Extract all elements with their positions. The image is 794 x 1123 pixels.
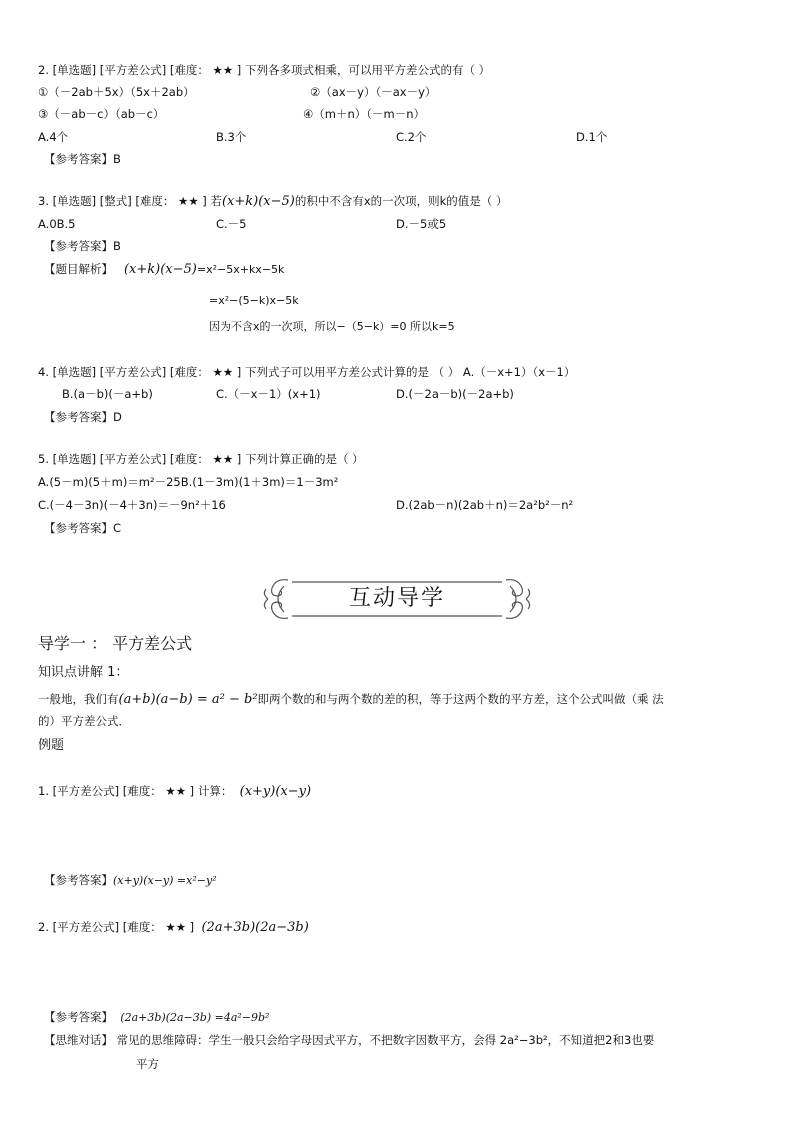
example-1-answer-text: (x+y)(x−y) =x²−y² xyxy=(113,874,217,887)
formula-intro-prefix: 一般地，我们有 xyxy=(38,692,119,706)
example-1-stem xyxy=(38,783,311,800)
difference-of-squares-formula: (a+b)(a−b) = a² − b² xyxy=(118,692,258,707)
example-2-label: 2. [平方差公式] [难度： ★★ ] xyxy=(38,920,195,934)
banner-title: 互动导学 xyxy=(348,586,445,611)
example-1-answer xyxy=(44,872,217,889)
q4-choice-b: B.(a－b)(－a+b) xyxy=(62,387,153,401)
q5-choice-ab: A.(5－m)(5＋m)＝m²－25B.(1－3m)(1＋3m)＝1－3m² xyxy=(38,475,339,489)
q2-option-2: ②（ax－y）（－ax－y） xyxy=(310,85,437,99)
q4-choice-d: D.(－2a－b)(－2a+b) xyxy=(396,387,514,401)
q3-choice-d: D.－5或5 xyxy=(396,217,447,231)
example-2-stem xyxy=(38,919,309,936)
q2-choice-d: D.1个 xyxy=(576,130,608,144)
examples-heading: 例题 xyxy=(38,738,65,753)
formula-intro-suffix: 即两个数的和与两个数的差的积，等于这两个数的平方差，这个公式叫做（乘 法 xyxy=(257,692,664,706)
q2-option-3: ③（－ab－c）（ab－c） xyxy=(38,107,165,121)
q3-analysis-label: 【题目解析】 xyxy=(44,262,113,276)
thinking-dialogue-line-2: 平方 xyxy=(136,1057,159,1071)
q3-answer: 【参考答案】B xyxy=(44,239,121,253)
q2-stem: 2. [单选题] [平方差公式] [难度： ★★ ] 下列各多项式相乘，可以用平方差公式的有（ ） xyxy=(38,63,491,77)
example-1-answer-label: 【参考答案】 xyxy=(44,873,113,887)
q4-answer: 【参考答案】D xyxy=(44,410,122,424)
q3-analysis-step-3: 因为不含x的一次项，所以−（5−k）=0 所以k=5 xyxy=(209,320,455,333)
q2-choice-a: A.4个 xyxy=(38,130,69,144)
example-2-answer xyxy=(44,1009,269,1026)
example-2-answer-text: (2a+3b)(2a−3b) =4a²−9b² xyxy=(120,1011,270,1024)
thinking-dialogue-text: 常见的思维障碍：学生一般只会给字母因式平方，不把数字因数平方，会得 2a²−3b²，不知道把2和3也要 xyxy=(116,1033,655,1047)
thinking-dialogue-label: 【思维对话】 xyxy=(44,1033,113,1047)
q2-choice-c: C.2个 xyxy=(396,130,427,144)
formula-intro-line-2: 的）平方差公式． xyxy=(38,714,130,728)
q3-analysis xyxy=(44,261,284,278)
example-1-label: 1. [平方差公式] [难度： ★★ ] 计算： xyxy=(38,784,233,798)
thinking-dialogue xyxy=(44,1032,654,1048)
knowledge-point-title: 知识点讲解 1： xyxy=(38,665,129,680)
q5-answer: 【参考答案】C xyxy=(44,521,122,535)
q3-analysis-step-1: =x²−5x+kx−5k xyxy=(196,263,285,276)
example-2-expression: (2a+3b)(2a−3b) xyxy=(201,920,309,935)
q3-choice-c: C.－5 xyxy=(216,217,247,231)
q2-option-1: ①（－2ab＋5x）（5x＋2ab） xyxy=(38,85,195,99)
q2-answer: 【参考答案】B xyxy=(44,152,121,166)
q5-choice-d: D.(2ab－n)(2ab＋n)＝2a²b²－n² xyxy=(396,498,574,512)
guide-heading: 导学一 ： 平方差公式 xyxy=(38,634,193,653)
example-1-expression: (x+y)(x−y) xyxy=(239,784,312,799)
q5-choice-c: C.(－4－3n)(－4＋3n)＝－9n²＋16 xyxy=(38,498,226,512)
q3-stem-suffix: 的积中不含有x的一次项，则k的值是（ ） xyxy=(294,194,508,208)
q3-choice-ab: A.0B.5 xyxy=(38,217,76,231)
q4-stem: 4. [单选题] [平方差公式] [难度： ★★ ] 下列式子可以用平方差公式计算的是 （ ） A.（－x+1）（x－1） xyxy=(38,365,576,379)
formula-intro xyxy=(38,691,664,708)
q3-stem xyxy=(38,193,507,210)
q4-choice-c: C.（－x－1）(x+1) xyxy=(216,387,321,401)
q2-option-4: ④（m＋n）（－m－n） xyxy=(303,107,426,121)
q3-expression: (x+k)(x−5) xyxy=(221,194,295,209)
q2-choice-b: B.3个 xyxy=(216,130,247,144)
section-banner xyxy=(262,574,532,624)
q3-analysis-step-2: =x²−(5−k)x−5k xyxy=(209,294,299,307)
q3-analysis-expression: (x+k)(x−5) xyxy=(123,262,197,277)
q3-stem-prefix: 3. [单选题] [整式] [难度： ★★ ] 若 xyxy=(38,194,222,208)
q5-stem: 5. [单选题] [平方差公式] [难度： ★★ ] 下列计算正确的是（ ） xyxy=(38,452,364,466)
example-2-answer-label: 【参考答案】 xyxy=(44,1010,113,1024)
